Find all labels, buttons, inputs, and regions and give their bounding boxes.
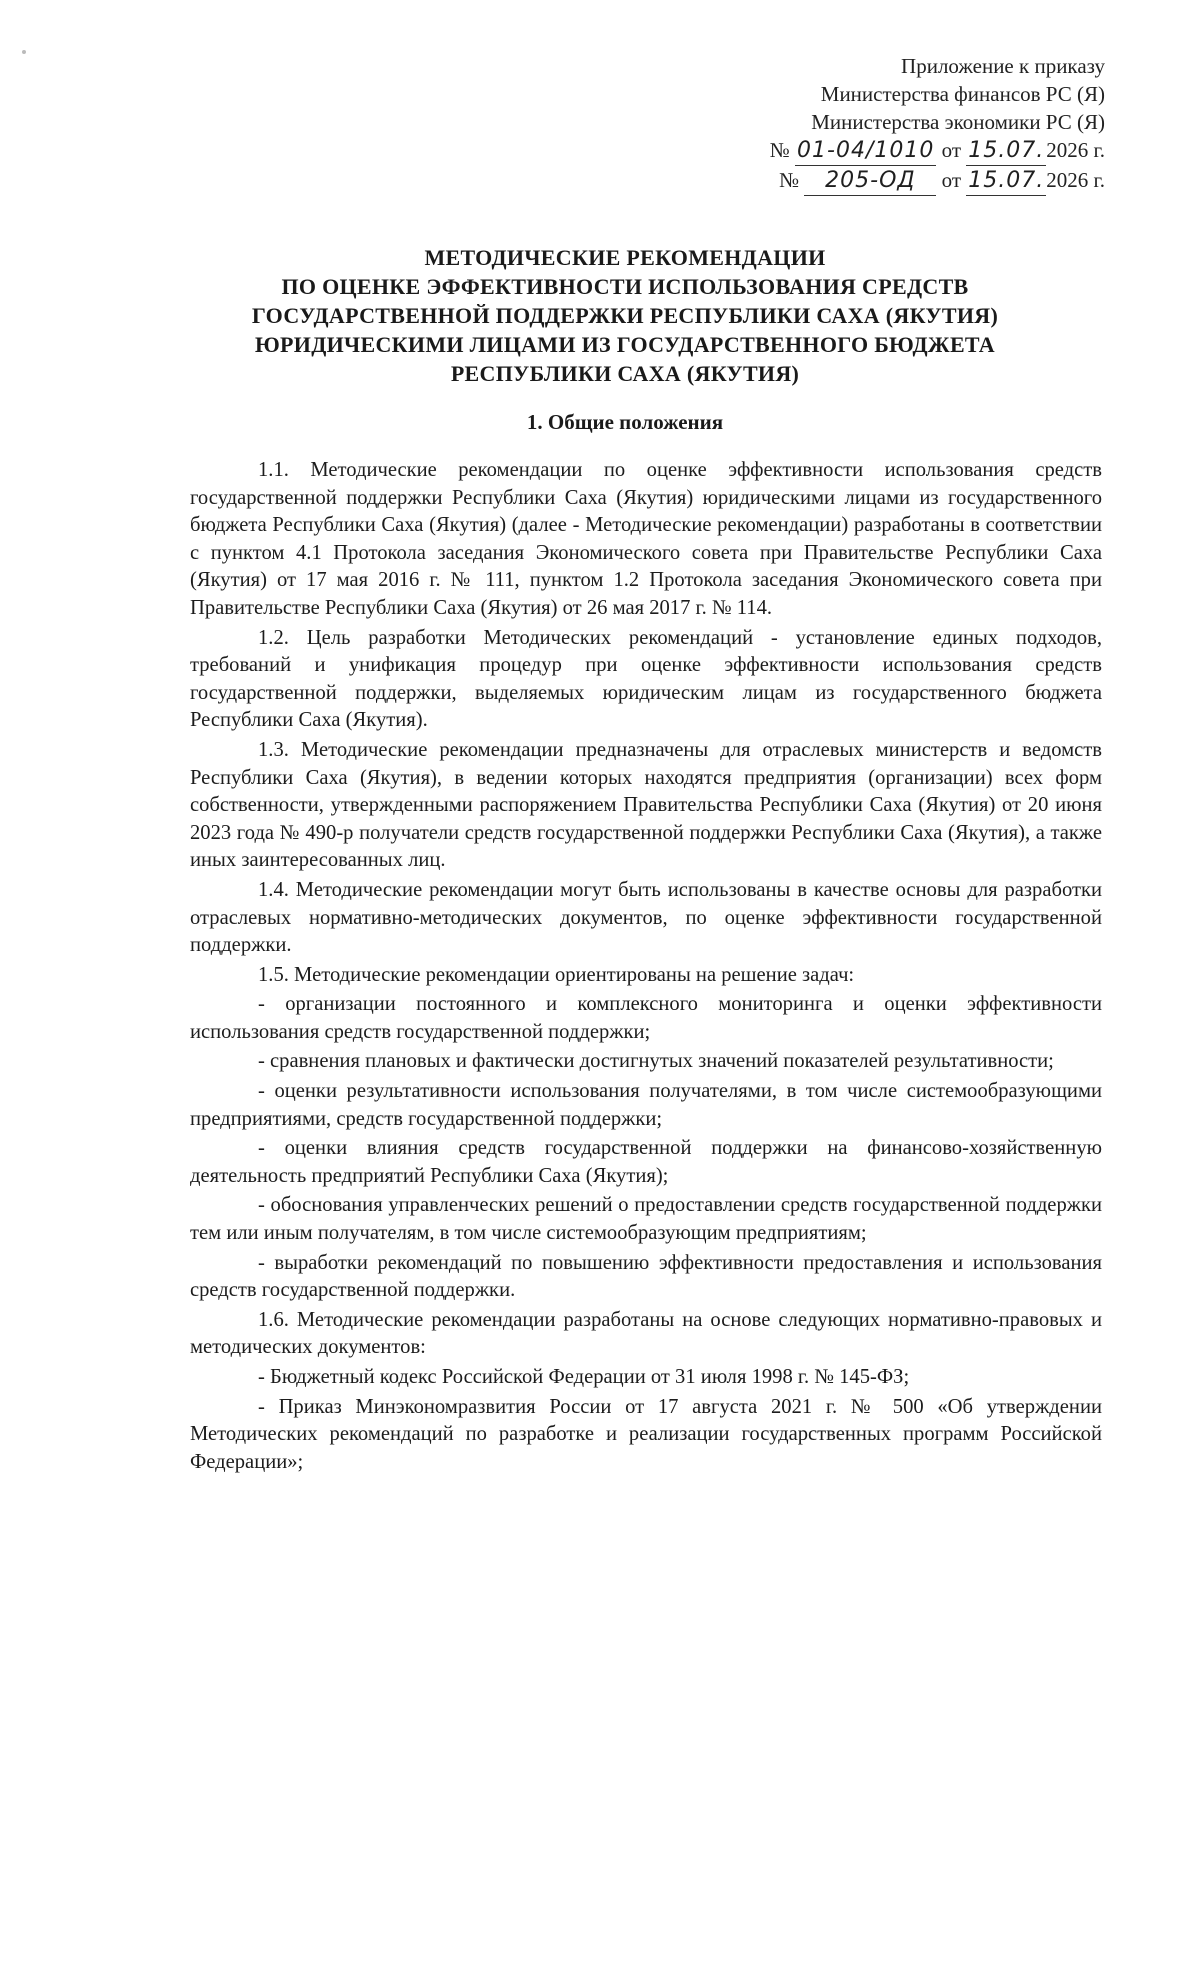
- list-item: - Бюджетный кодекс Российской Федерации от 31 июля 1998 г. № 145-ФЗ;: [258, 1366, 910, 1388]
- approval-block: [685, 52, 1105, 196]
- order-2-year: 2026 г.: [1046, 168, 1105, 192]
- list-item: - Приказ Минэкономразвития России от 17 августа 2021 г. № 500 «Об утверждении Методических рекомендаций по разработке и реализации государственных программ Российской Федерации»;: [190, 1395, 1102, 1473]
- order-2-number-handwritten: 205-ОД: [804, 167, 936, 196]
- order-2-date-handwritten: 15.07.: [966, 167, 1046, 196]
- list-item: - оценки результативности использования получателями, в том числе системообразующими предприятиями, средств государственной поддержки;: [190, 1080, 1102, 1130]
- approval-line-2: Министерства финансов РС (Я): [820, 82, 1105, 106]
- order-1-year: 2026 г.: [1046, 138, 1105, 162]
- title-line-4: ЮРИДИЧЕСКИМИ ЛИЦАМИ ИЗ ГОСУДАРСТВЕННОГО БЮДЖЕТА: [254, 332, 995, 357]
- order-1-prefix: №: [769, 138, 790, 162]
- paragraph-1-6: 1.6. Методические рекомендации разработаны на основе следующих нормативно-правовых и методических документов:: [190, 1308, 1102, 1359]
- list-item: - оценки влияния средств государственной поддержки на финансово-хозяйственную деятельность предприятий Республики Саха (Якутия);: [190, 1137, 1102, 1187]
- order-2-from: от: [941, 168, 962, 192]
- paragraph-1-1: 1.1. Методические рекомендации по оценке эффективности использования средств государственной поддержки Республики Саха (Якутия) юридическими лицами из государственного бюджета Республики Саха (Якутия) (далее - Методические рекомендации) разработаны в соответствии с пунктом 4.1 Протокола заседания Экономического совета при Правительстве Республики Саха (Якутия) от 17 мая 2016 г. № 111, пунктом 1.2 Протокола заседания Экономического совета при Правительстве Республики Саха (Якутия) от 26 мая 2017 г. № 114.: [190, 459, 1102, 619]
- approval-line-1: Приложение к приказу: [901, 54, 1105, 78]
- paragraph-1-3: 1.3. Методические рекомендации предназначены для отраслевых министерств и ведомств Республики Саха (Якутия), в ведении которых находятся предприятия (организации) всех форм собственности, утвержденными распоряжением Правительства Республики Саха (Якутия) от 20 июня 2023 года № 490-р получатели средств государственной поддержки Республики Саха (Якутия), а также иных заинтересованных лиц.: [190, 738, 1102, 872]
- scan-speck: [22, 50, 26, 54]
- order-line-2: [685, 166, 1105, 196]
- list-item: - сравнения плановых и фактически достигнутых значений показателей результативности;: [258, 1050, 1054, 1073]
- list-item: - выработки рекомендаций по повышению эффективности предоставления и использования средств государственной поддержки.: [190, 1251, 1102, 1302]
- paragraph-1-2: 1.2. Цель разработки Методических рекомендаций - установление единых подходов, требований и унификация процедур при оценке эффективности использования средств государственной поддержки, выделяемых юридическим лицам из государственного бюджета Республики Саха (Якутия).: [190, 626, 1102, 732]
- list-item: - организации постоянного и комплексного мониторинга и оценки эффективности использования средств государственной поддержки;: [190, 993, 1102, 1043]
- document-title: [150, 243, 1100, 388]
- title-line-3: ГОСУДАРСТВЕННОЙ ПОДДЕРЖКИ РЕСПУБЛИКИ САХА (ЯКУТИЯ): [251, 303, 999, 328]
- approval-line-3: Министерства экономики РС (Я): [811, 110, 1105, 134]
- order-1-number-handwritten: 01-04/1010: [795, 137, 936, 166]
- list-item: - обоснования управленческих решений о предоставлении средств государственной поддержки тем или иным получателям, в том числе системообразующим предприятиям;: [190, 1194, 1102, 1245]
- order-line-1: [685, 136, 1105, 166]
- document-body: [190, 457, 1102, 1478]
- paragraph-1-5: 1.5. Методические рекомендации ориентированы на решение задач:: [258, 963, 855, 986]
- order-1-date-handwritten: 15.07.: [966, 137, 1046, 166]
- order-2-prefix: №: [779, 168, 800, 192]
- paragraph-1-4: 1.4. Методические рекомендации могут быть использованы в качестве основы для разработки отраслевых нормативно-методических документов, по оценке эффективности государственной поддержки.: [190, 878, 1102, 957]
- title-line-2: ПО ОЦЕНКЕ ЭФФЕКТИВНОСТИ ИСПОЛЬЗОВАНИЯ СРЕДСТВ: [281, 274, 969, 299]
- order-1-from: от: [941, 138, 962, 162]
- title-line-1: МЕТОДИЧЕСКИЕ РЕКОМЕНДАЦИИ: [424, 245, 826, 270]
- section-heading: 1. Общие положения: [526, 410, 724, 434]
- title-line-5: РЕСПУБЛИКИ САХА (ЯКУТИЯ): [450, 361, 800, 386]
